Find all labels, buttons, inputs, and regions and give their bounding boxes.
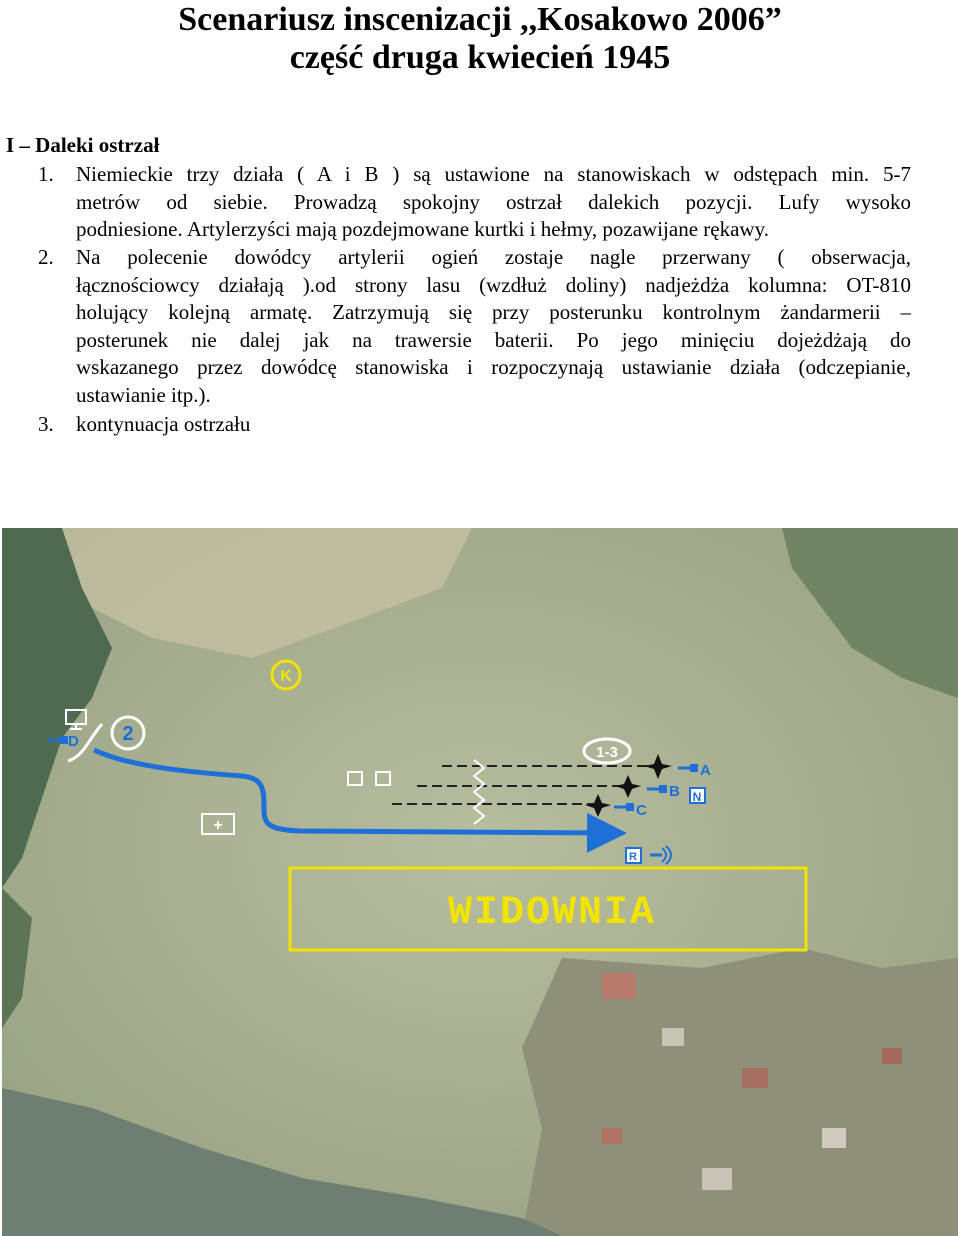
text-line: ustawianie itp.).: [76, 382, 211, 407]
text-line: kontynuacja ostrzału: [76, 412, 251, 436]
text-line: holujący kolejną armatę. Zatrzymują się przy posterunku kontrolnym żandarmerii –: [76, 300, 911, 325]
label-n: N: [692, 790, 702, 804]
text-line: Niemieckie trzy działa ( A i B ) są ustawione na stanowiskach w odstępach min. 5-7: [76, 162, 911, 186]
aerial-map-svg: [2, 528, 958, 1236]
text-line: łącznościowcy działają ).od strony lasu (wzdłuż doliny) nadjeżdża kolumna: OT-810: [76, 272, 911, 297]
text-line: podniesione. Artylerzyści mają pozdejmowane kurtki i hełmy, pozawijane rękawy.: [76, 217, 769, 242]
section-heading: I – Daleki ostrzał: [6, 133, 160, 157]
marker-2-label: 2: [122, 723, 134, 745]
title-line-2: część druga kwiecień 1945: [289, 39, 671, 76]
text-line: posterunek nie dalej jak na trawersie baterii. Po jego minięciu dojeżdżają do: [76, 327, 911, 352]
list-item-3: [38, 411, 911, 439]
aerial-map: [2, 528, 958, 1236]
village-area: [522, 948, 958, 1236]
text-line: wskazanego przez dowódcę stanowiska i rozpoczynają ustawianie działa (odczepianie,: [76, 355, 911, 380]
label-b: B: [669, 783, 680, 800]
building-roof: [882, 1048, 902, 1064]
label-d: D: [68, 733, 79, 750]
label-r: R: [629, 851, 637, 863]
building-roof: [742, 1068, 768, 1088]
list-item-number: 3.: [38, 412, 54, 436]
building-roof: [702, 1168, 732, 1190]
building-roof: [662, 1028, 684, 1046]
marker-k-label: K: [280, 668, 292, 685]
text-line: Na polecenie dowódcy artylerii ogień zostaje nagle przerwany ( obserwacja,: [76, 245, 911, 269]
building-roof: [822, 1128, 846, 1148]
list-item-2: [38, 244, 911, 410]
list-item-text: [76, 244, 911, 410]
list-item-text: [76, 411, 911, 439]
label-a: A: [700, 762, 711, 779]
list-item-number: 2.: [38, 245, 54, 269]
label-c: C: [636, 802, 647, 819]
list-item-number: 1.: [38, 162, 54, 186]
checkpoint-plus-label: +: [213, 817, 223, 834]
marker-1-3-label: 1-3: [596, 744, 618, 761]
title-line-1: Scenariusz inscenizacji ,,Kosakowo 2006”: [178, 1, 782, 38]
building-roof: [602, 973, 636, 999]
list-item-text: [76, 161, 911, 244]
text-line: metrów od siebie. Prowadzą spokojny ostrzał dalekich pozycji. Lufy wysoko: [76, 189, 911, 214]
list-item-1: [38, 161, 911, 244]
building-roof: [602, 1128, 622, 1144]
audience-label: WIDOWNIA: [447, 891, 657, 936]
